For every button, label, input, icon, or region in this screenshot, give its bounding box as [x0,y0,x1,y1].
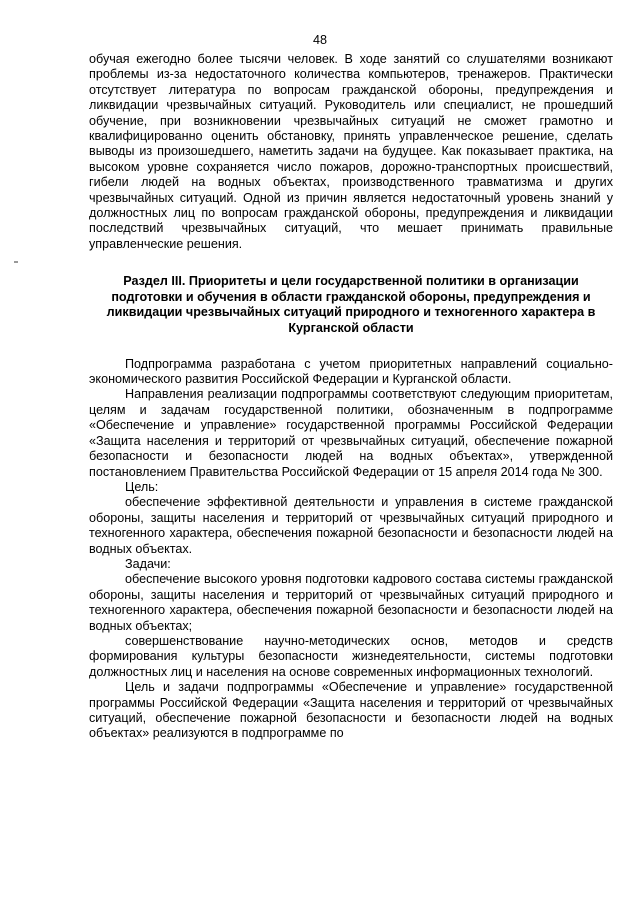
paragraph-priorities: Направления реализации подпрограммы соответствуют следующим приоритетам, целям и задачам государственной политики, обозначенным в подпрограмме «Обеспечение и управление» государственной программы Российской Федерации «Защита населения и территорий от чрезвычайных ситуаций, обеспечение пожарной безопасности и безопасности людей на водных объектах», утвержденной постановлением Правительства Российской Федерации от 15 апреля 2014 года № 300. [89,387,613,479]
intro-paragraph: обучая ежегодно более тысячи человек. В ходе занятий со слушателями возникают проблемы из-за недостаточного количества компьютеров, тренажеров. Практически отсутствует литература по вопросам гражданской обороны, предупреждения и ликвидации чрезвычайных ситуаций. Руководитель или специалист, не прошедший обучение, при возникновении чрезвычайных ситуаций не сможет грамотно и квалифицированно оценить обстановку, принять управленческое решение, сделать выводы из произошедшего, наметить задачи на будущее. Как показывает практика, на высоком уровне сохраняется число пожаров, дорожно-транспортных происшествий, гибели людей на водных объектах, производственного травматизма и других чрезвычайных ситуаций. Одной из причин является недостаточный уровень знаний у должностных лиц по вопросам гражданской обороны, предупреждения и ликвидации последствий чрезвычайных ситуаций, что мешает принимать правильные управленческие решения. [89,52,613,251]
task-item-2: совершенствование научно-методических основ, методов и средств формирования культуры безопасности жизнедеятельности, системы подготовки должностных лиц и населения на основе современных информационных технологий. [89,633,613,679]
section-title: Раздел III. Приоритеты и цели государственной политики в организации подготовки и обучения в области гражданской обороны, предупреждения и ликвидации чрезвычайных ситуаций природного и техногенного характера в Курганской области [106,274,596,336]
margin-mark [14,261,18,263]
task-item-1: обеспечение высокого уровня подготовки кадрового состава системы гражданской обороны, защиты населения и территорий от чрезвычайных ситуаций природного и техногенного характера, обеспечения пожарной безопасности и безопасности людей на водных объектах; [89,572,613,633]
paragraph-program-basis: Подпрограмма разработана с учетом приоритетных направлений социально-экономического развития Российской Федерации и Курганской области. [89,356,613,387]
goal-heading: Цель: [125,479,159,494]
tasks-heading: Задачи: [125,556,171,571]
goal-text: обеспечение эффективной деятельности и управления в системе гражданской обороны, защиты населения и территорий от чрезвычайных ситуаций природного и техногенного характера, обеспечения пожарной безопасности и безопасности людей на водных объектах. [89,495,613,556]
document-body [89,52,613,742]
page-number: 48 [312,33,327,47]
paragraph-implementation: Цель и задачи подпрограммы «Обеспечение и управление» государственной программы Российской Федерации «Защита населения и территорий от чрезвычайных ситуаций, обеспечение пожарной безопасности и безопасности людей на водных объектах» реализуются в подпрограмме по [89,680,613,741]
